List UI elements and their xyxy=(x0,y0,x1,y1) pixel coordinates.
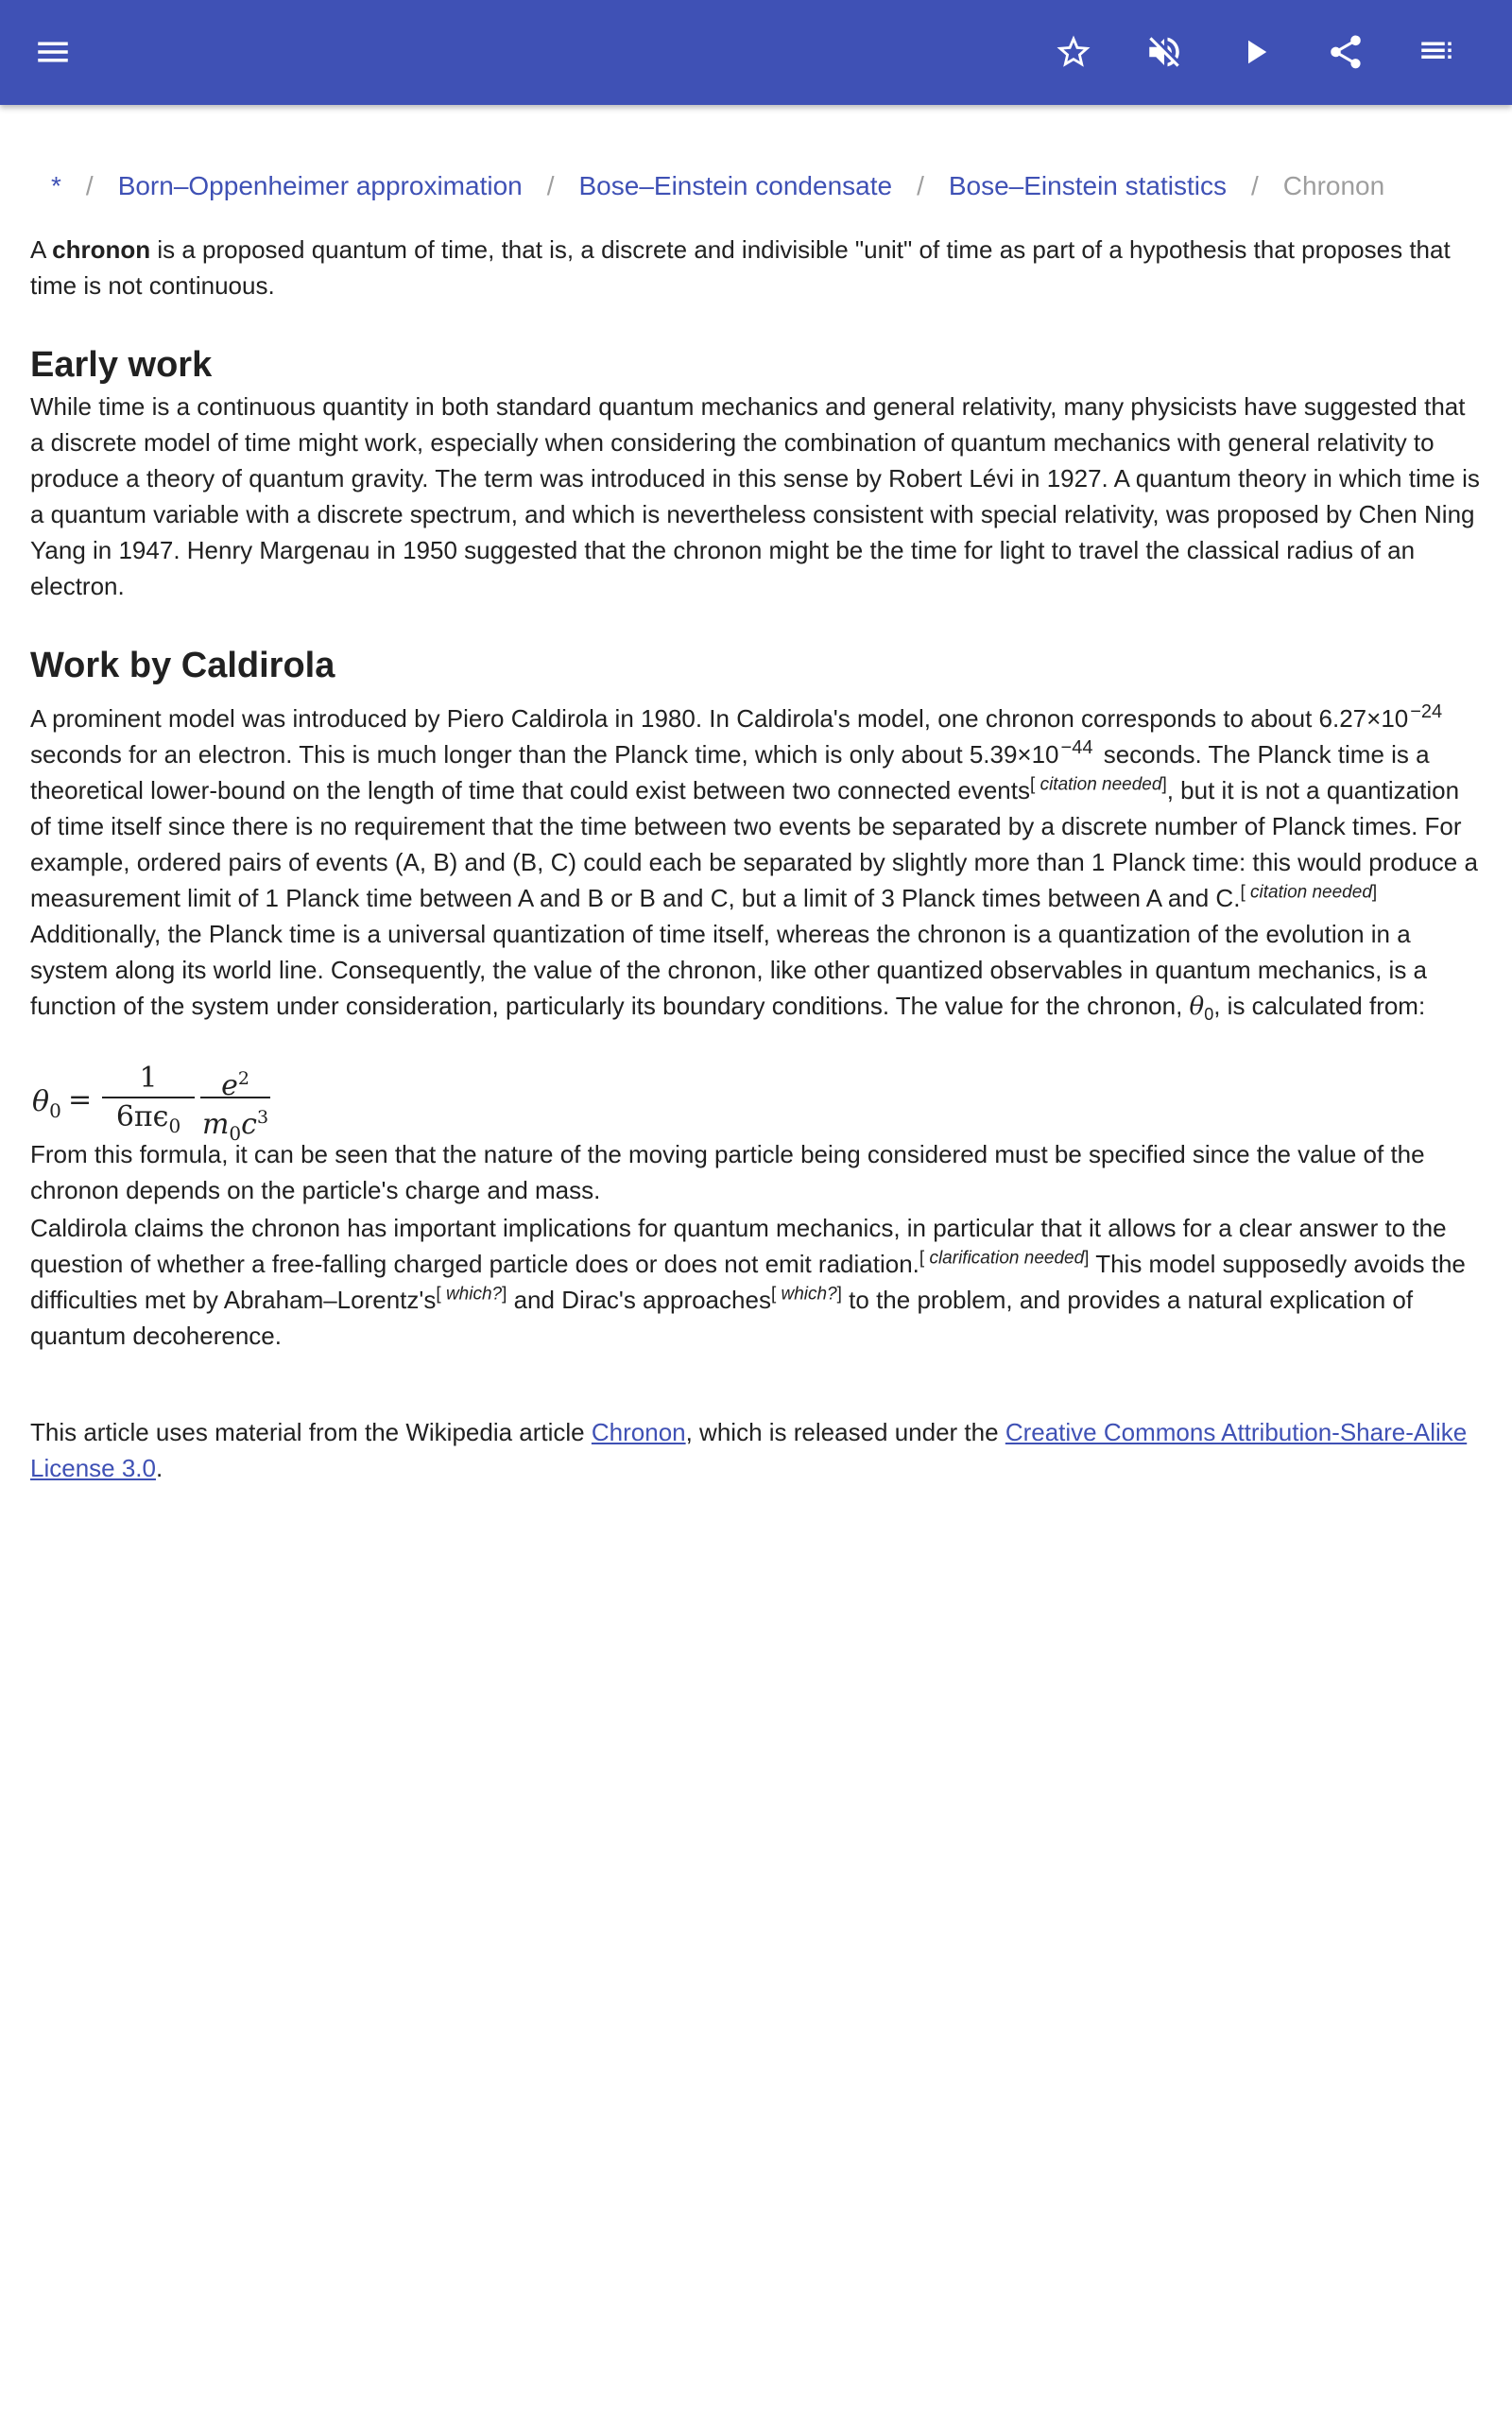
breadcrumb-item-bose-einstein-statistics[interactable]: Bose–Einstein statistics xyxy=(948,171,1227,200)
section-paragraph: While time is a continuous quantity in both standard quantum mechanics and general relativity, many physicists have suggested that a discrete model of time might work, especially when considering the combination of quantum mechanics with general relativity to produce a theory of quantum gravity. The term was introduced in this sense by Robert Lévi in 1927. A quantum theory in which time is a quantum variable with a discrete spectrum, and which is nevertheless consistent with special relativity, was proposed by Chen Ning Yang in 1947. Henry Margenau in 1950 suggested that the chronon might be the time for light to travel the classical radius of an electron. xyxy=(30,392,1480,600)
text: , which is released under the xyxy=(685,1418,1005,1446)
text: A prominent model was introduced by Piero Caldirola in 1980. In Caldirola's model, one chronon corresponds to about 6.27×10 xyxy=(30,704,1409,733)
citation-label: clarification needed xyxy=(929,1248,1085,1269)
theta-subscript: 0 xyxy=(1204,1005,1214,1025)
text: . xyxy=(155,1454,163,1482)
menu-icon[interactable] xyxy=(26,26,79,78)
section-heading: Work by Caldirola xyxy=(30,646,335,685)
text: This model supposedly avoids the difficulties met by Abraham–Lorentz's xyxy=(30,1250,1466,1314)
section-paragraph xyxy=(30,1210,1482,1354)
citation-needed-tag[interactable]: [ citation needed] xyxy=(1030,774,1167,795)
numerator-e: e xyxy=(221,1069,238,1102)
formula-fraction-1 xyxy=(102,1061,195,1137)
citation-label: citation needed xyxy=(1040,774,1162,795)
text: This article uses material from the Wikipedia article xyxy=(30,1418,592,1446)
breadcrumb-separator: / xyxy=(85,171,94,200)
text: and Dirac's approaches xyxy=(507,1286,771,1314)
formula-equals: = xyxy=(68,1083,93,1116)
text: Caldirola claims the chronon has important implications for quantum mechanics, in particular that it allows for a clear answer to the question of whether a free-falling charged particle does or does not emit radiation. xyxy=(30,1214,1447,1278)
formula-superscript: 3 xyxy=(256,1107,269,1128)
denominator-m: m xyxy=(201,1108,230,1141)
breadcrumb-item-bose-einstein-condensate[interactable]: Bose–Einstein condensate xyxy=(578,171,893,200)
section-paragraph: From this formula, it can be seen that the nature of the moving particle being considered must be specified since the value of the chronon depends on the particle's charge and mass. xyxy=(30,1140,1425,1204)
exponent: −24 xyxy=(1410,701,1443,723)
breadcrumb xyxy=(30,167,1482,205)
playlist-icon[interactable] xyxy=(1410,26,1463,78)
breadcrumb-item-home[interactable]: * xyxy=(51,171,61,200)
denominator-c: c xyxy=(241,1108,257,1141)
intro-term: chronon xyxy=(52,235,151,264)
section-work-by-caldirola xyxy=(30,644,1482,1354)
citation-label: which? xyxy=(445,1284,503,1305)
citation-label: which? xyxy=(781,1284,837,1305)
fraction-denominator xyxy=(200,1098,270,1145)
formula-theta: θ xyxy=(32,1085,50,1118)
formula-superscript: 2 xyxy=(237,1068,249,1089)
denominator-text: 6πϵ xyxy=(115,1100,169,1133)
article xyxy=(30,105,1482,1486)
intro-text: is a proposed quantum of time, that is, a discrete and indivisible "unit" of time as part of a hypothesis that proposes that time is not continuous. xyxy=(30,235,1451,300)
fraction-numerator: 1 xyxy=(139,1062,158,1095)
breadcrumb-separator: / xyxy=(1251,171,1259,200)
text: Additionally, the Planck time is a universal quantization of time itself, whereas the chronon is a quantization of the evolution in a system along its world line. Consequently, the value of the chronon, like other quantized observables in quantum mechanics, is a function of the system under consideration, particularly its boundary conditions. The value for the chronon, xyxy=(30,920,1428,1020)
wikipedia-article-link[interactable]: Chronon xyxy=(591,1418,686,1446)
intro-paragraph xyxy=(30,232,1482,303)
formula-subscript: 0 xyxy=(168,1115,181,1137)
citation-needed-tag[interactable]: [ citation needed] xyxy=(1240,882,1378,903)
which-tag[interactable]: [ which?] xyxy=(436,1284,507,1305)
section-heading: Early work xyxy=(30,345,213,385)
which-tag[interactable]: [ which?] xyxy=(770,1284,842,1305)
theta-symbol: θ xyxy=(1189,993,1205,1021)
breadcrumb-current: Chronon xyxy=(1282,171,1385,200)
breadcrumb-separator: / xyxy=(546,171,555,200)
text: , is calculated from: xyxy=(1213,992,1426,1020)
star-outline-icon[interactable] xyxy=(1047,26,1100,78)
formula-fraction-2 xyxy=(200,1061,270,1145)
formula-subscript: 0 xyxy=(229,1122,242,1145)
fraction-numerator xyxy=(200,1061,270,1102)
text: , but it is not a quantization of time itself since there is no requirement that the time between two events be separated by a discrete number of Planck times. For example, ordered pairs of events (A, B) and (B, C) could each be separated by slightly more than 1 Planck time: this would produce a measurement limit of 1 Planck time between A and B or B and C, but a limit of 3 Planck times between A and C. xyxy=(30,776,1478,912)
breadcrumb-separator: / xyxy=(917,171,924,200)
formula-lhs xyxy=(32,1085,61,1122)
clarification-needed-tag[interactable]: [ clarification needed] xyxy=(919,1248,1090,1269)
breadcrumb-item-born-oppenheimer[interactable]: Born–Oppenheimer approximation xyxy=(117,171,523,200)
section-paragraph xyxy=(30,700,1482,1025)
chronon-formula xyxy=(30,1061,1482,1145)
citation-label: citation needed xyxy=(1250,882,1372,903)
share-icon[interactable] xyxy=(1319,26,1372,78)
app-bar xyxy=(0,0,1512,105)
license-link[interactable]: Creative Commons Attribution-Share-Alike License 3.0 xyxy=(30,1418,1468,1482)
volume-off-icon[interactable] xyxy=(1138,26,1191,78)
formula-subscript: 0 xyxy=(49,1099,61,1122)
intro-prefix: A xyxy=(30,235,53,264)
text: to the problem, and provides a natural explication of quantum decoherence. xyxy=(30,1286,1414,1350)
license-note xyxy=(30,1414,1482,1486)
fraction-denominator xyxy=(102,1098,195,1137)
exponent: −44 xyxy=(1060,737,1093,759)
text: seconds for an electron. This is much longer than the Planck time, which is only about 5.39×10 xyxy=(30,740,1059,769)
section-early-work xyxy=(30,343,1482,604)
play-icon[interactable] xyxy=(1228,26,1281,78)
text: seconds. The Planck time is a theoretical lower-bound on the length of time that could exist between two connected events xyxy=(30,740,1430,804)
